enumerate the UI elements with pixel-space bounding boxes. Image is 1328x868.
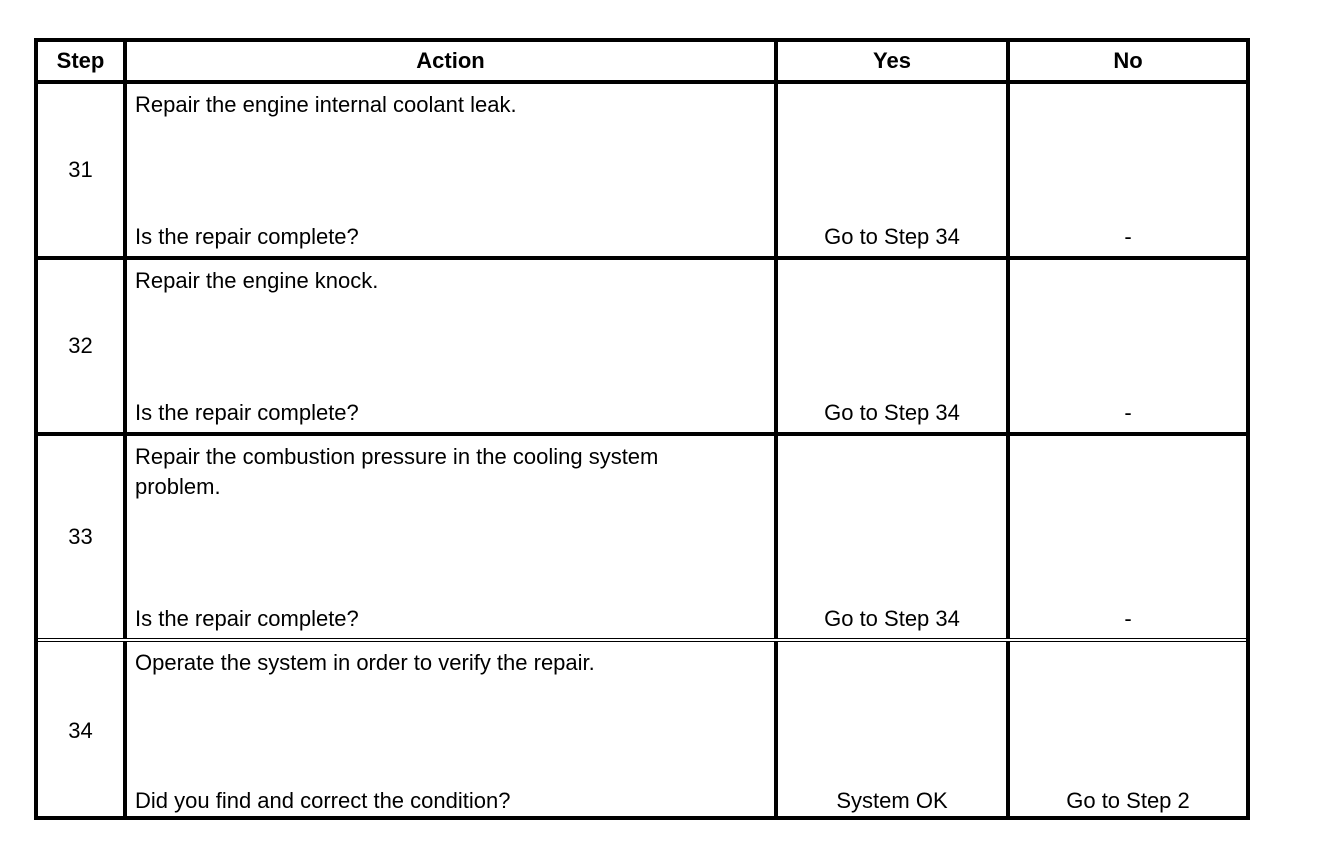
no-outcome: - bbox=[1124, 400, 1132, 425]
yes-outcome: System OK bbox=[836, 788, 948, 813]
action-question: Is the repair complete? bbox=[135, 224, 359, 249]
action-cell bbox=[127, 84, 778, 256]
yes-outcome: Go to Step 34 bbox=[824, 400, 960, 425]
header-action: Action bbox=[127, 42, 778, 80]
step-cell bbox=[38, 642, 127, 820]
no-cell bbox=[1010, 642, 1246, 820]
no-outcome: - bbox=[1124, 606, 1132, 631]
action-question: Is the repair complete? bbox=[135, 400, 359, 425]
table-header bbox=[38, 42, 1246, 84]
action-cell bbox=[127, 436, 778, 638]
yes-outcome: Go to Step 34 bbox=[824, 224, 960, 249]
table-row bbox=[38, 642, 1246, 820]
no-cell bbox=[1010, 84, 1246, 256]
yes-cell bbox=[778, 260, 1010, 432]
action-text: Repair the combustion pressure in the cooling system problem. bbox=[135, 444, 659, 499]
header-yes: Yes bbox=[778, 42, 1010, 80]
step-cell bbox=[38, 260, 127, 432]
yes-cell bbox=[778, 84, 1010, 256]
diagnostic-table bbox=[34, 38, 1250, 820]
action-question: Did you find and correct the condition? bbox=[135, 788, 511, 813]
no-outcome: Go to Step 2 bbox=[1066, 788, 1190, 813]
action-text: Repair the engine internal coolant leak. bbox=[135, 92, 517, 117]
header-step: Step bbox=[38, 42, 127, 80]
table-row bbox=[38, 84, 1246, 260]
step-number: 32 bbox=[68, 333, 93, 358]
yes-outcome: Go to Step 34 bbox=[824, 606, 960, 631]
step-cell bbox=[38, 84, 127, 256]
step-cell bbox=[38, 436, 127, 638]
step-number: 33 bbox=[68, 524, 93, 549]
action-cell bbox=[127, 260, 778, 432]
step-number: 31 bbox=[68, 157, 93, 182]
table-row bbox=[38, 260, 1246, 436]
no-cell bbox=[1010, 260, 1246, 432]
action-question: Is the repair complete? bbox=[135, 606, 359, 631]
yes-cell bbox=[778, 436, 1010, 638]
yes-cell bbox=[778, 642, 1010, 820]
table-row bbox=[38, 436, 1246, 642]
action-cell bbox=[127, 642, 778, 820]
no-outcome: - bbox=[1124, 224, 1132, 249]
step-number: 34 bbox=[68, 718, 93, 743]
action-text: Operate the system in order to verify the repair. bbox=[135, 650, 595, 675]
no-cell bbox=[1010, 436, 1246, 638]
header-no: No bbox=[1113, 48, 1143, 73]
action-text: Repair the engine knock. bbox=[135, 268, 379, 293]
